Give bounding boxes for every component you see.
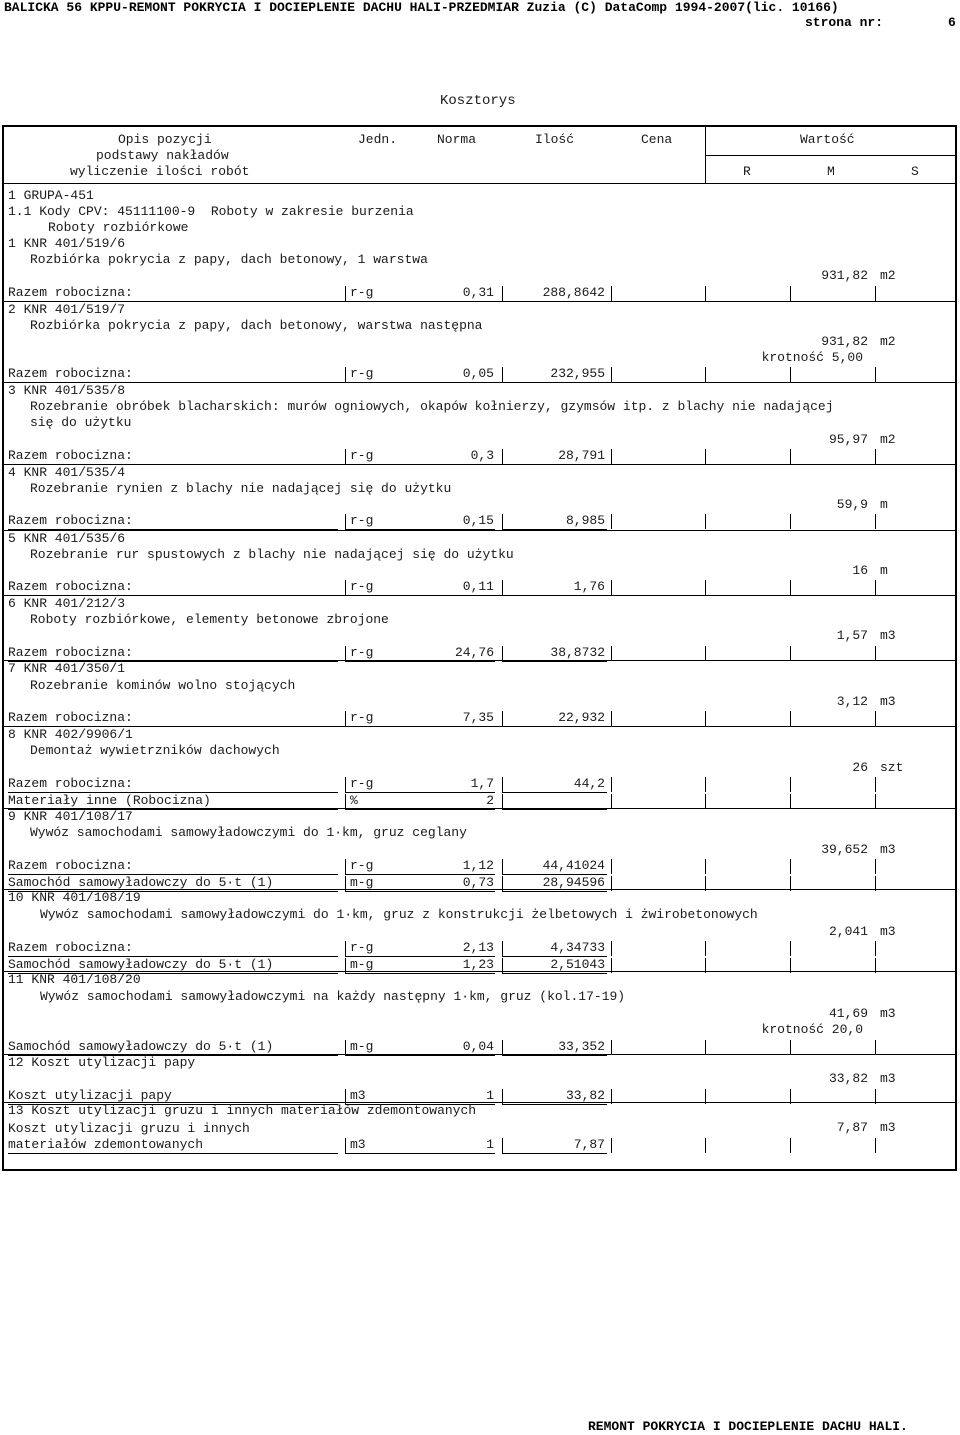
position-heading: 11 KNR 401/108/20: [8, 972, 141, 987]
resource-label: Razem robocizna:: [8, 448, 133, 463]
resource-underline: [345, 1153, 495, 1154]
cell-tick: [790, 286, 791, 301]
resource-norm: 1,23: [462, 957, 494, 972]
resource-quantity: 8,985: [565, 513, 605, 528]
cell-tick: [705, 580, 706, 595]
position-heading: 8 KNR 402/9906/1: [8, 727, 133, 742]
cell-tick: [345, 580, 346, 595]
col-unit: Jedn.: [358, 132, 398, 147]
position-quantity-unit: m3: [880, 1120, 896, 1135]
resource-norm: 1: [486, 1088, 494, 1103]
resource-label: Koszt utylizacji papy: [8, 1088, 172, 1103]
resource-norm: 1,7: [470, 776, 494, 791]
resource-norm: 2: [486, 793, 494, 808]
resource-quantity: 44,41024: [542, 858, 605, 873]
resource-unit: r-g: [350, 285, 374, 300]
resource-norm: 0,11: [462, 579, 494, 594]
position-heading: 1 KNR 401/519/6: [8, 236, 126, 251]
position-quantity-unit: m2: [880, 432, 896, 447]
cell-tick: [705, 941, 706, 956]
cell-tick: [502, 580, 503, 595]
cell-tick: [502, 711, 503, 726]
cell-tick: [611, 777, 612, 792]
resource-quantity: 7,87: [573, 1137, 605, 1152]
position-quantity: 931,82: [821, 268, 868, 283]
position-quantity: 1,57: [836, 628, 868, 643]
cell-tick: [345, 646, 346, 661]
resource-norm: 0,15: [462, 513, 494, 528]
resource-unit: r-g: [350, 448, 374, 463]
cell-tick: [345, 794, 346, 809]
cell-tick: [790, 367, 791, 382]
resource-label: Razem robocizna:: [8, 285, 133, 300]
position-heading: 7 KNR 401/350/1: [8, 661, 126, 676]
cell-tick: [345, 859, 346, 874]
cell-tick: [875, 449, 876, 464]
resource-quantity: 33,352: [558, 1039, 605, 1054]
position-separator: [4, 660, 956, 661]
position-heading: 3 KNR 401/535/8: [8, 383, 126, 398]
resource-underline: [345, 809, 495, 810]
header-divider: [705, 155, 956, 156]
resource-norm: 1: [486, 1137, 494, 1152]
cell-tick: [345, 514, 346, 529]
cell-tick: [875, 1138, 876, 1153]
cell-tick: [502, 449, 503, 464]
position-quantity: 59,9: [836, 497, 868, 512]
position-quantity: 41,69: [828, 1006, 868, 1021]
cell-tick: [875, 514, 876, 529]
page-label: strona nr:: [805, 15, 884, 30]
position-separator: [4, 382, 956, 383]
position-quantity-unit: m2: [880, 334, 896, 349]
cell-tick: [705, 794, 706, 809]
position-quantity-unit: m3: [880, 1071, 896, 1086]
group-cpv: 1.1 Kody CPV: 45111100-9 Roboty w zakresie burzenia: [8, 204, 414, 219]
resource-label: Koszt utylizacji gruzu i innych: [8, 1121, 250, 1136]
resource-quantity: 28,94596: [542, 875, 605, 890]
col-value-m: M: [827, 164, 835, 179]
position-multiplier: krotność 5,00: [761, 350, 863, 365]
cell-tick: [790, 1138, 791, 1153]
resource-label: Razem robocizna:: [8, 579, 133, 594]
position-description: Rozebranie rur spustowych z blachy nie nadającej się do użytku: [30, 547, 514, 562]
position-quantity-unit: m3: [880, 628, 896, 643]
position-quantity-unit: m3: [880, 924, 896, 939]
position-separator: [4, 808, 956, 809]
cell-tick: [502, 1040, 503, 1055]
cell-tick: [611, 1040, 612, 1055]
group-subtitle: Roboty rozbiórkowe: [48, 220, 189, 235]
cell-tick: [705, 859, 706, 874]
position-description: Wywóz samochodami samowyładowczymi na każdy następny 1·km, gruz (kol.17-19): [40, 989, 626, 1004]
resource-underline: [502, 1104, 607, 1105]
position-separator: [4, 301, 956, 302]
resource-unit: r-g: [350, 858, 374, 873]
resource-label: Samochód samowyładowczy do 5·t (1): [8, 1039, 274, 1054]
cell-tick: [790, 514, 791, 529]
cell-tick: [502, 941, 503, 956]
position-quantity-unit: m: [880, 497, 888, 512]
cell-tick: [345, 711, 346, 726]
position-heading: 6 KNR 401/212/3: [8, 596, 126, 611]
cell-tick: [875, 794, 876, 809]
resource-norm: 0,31: [462, 285, 494, 300]
col-qty: Ilość: [535, 132, 575, 147]
cell-tick: [611, 286, 612, 301]
cell-tick: [705, 777, 706, 792]
cell-tick: [502, 1138, 503, 1153]
cell-tick: [611, 859, 612, 874]
resource-label: Samochód samowyładowczy do 5·t (1): [8, 957, 274, 972]
position-quantity: 26: [852, 760, 868, 775]
resource-norm: 0,73: [462, 875, 494, 890]
resource-quantity: 44,2: [573, 776, 605, 791]
cell-tick: [502, 514, 503, 529]
position-description: Rozbiórka pokrycia z papy, dach betonowy, 1 warstwa: [30, 252, 428, 267]
position-description: Wywóz samochodami samowyładowczymi do 1·km, gruz z konstrukcji żelbetowych i żwirobetonowych: [40, 907, 758, 922]
resource-quantity: 4,34733: [550, 940, 605, 955]
cell-tick: [502, 777, 503, 792]
col-value-s: S: [911, 164, 919, 179]
position-quantity: 2,041: [828, 924, 868, 939]
resource-unit: r-g: [350, 645, 374, 660]
resource-label: materiałów zdemontowanych: [8, 1137, 204, 1152]
resource-label: Razem robocizna:: [8, 776, 133, 791]
cell-tick: [705, 367, 706, 382]
position-quantity-unit: m3: [880, 842, 896, 857]
cell-tick: [790, 941, 791, 956]
cell-tick: [611, 514, 612, 529]
col-value: Wartość: [800, 132, 855, 147]
resource-quantity: 232,955: [550, 366, 605, 381]
resource-underline: [502, 809, 607, 810]
page-number: 6: [948, 15, 956, 30]
resource-unit: %: [350, 793, 358, 808]
cell-tick: [611, 646, 612, 661]
resource-quantity: 22,932: [558, 710, 605, 725]
resource-unit: r-g: [350, 710, 374, 725]
cell-tick: [875, 580, 876, 595]
resource-label: Samochód samowyładowczy do 5·t (1): [8, 875, 274, 890]
resource-underline: [502, 891, 607, 892]
position-quantity-unit: m3: [880, 1006, 896, 1021]
position-description: Rozebranie obróbek blacharskich: murów ogniowych, okapów kołnierzy, gzymsów itp. z blachy nie nadającej: [30, 399, 834, 414]
resource-quantity: 288,8642: [542, 285, 605, 300]
resource-quantity: 1,76: [573, 579, 605, 594]
position-heading: 2 KNR 401/519/7: [8, 302, 126, 317]
cell-tick: [875, 711, 876, 726]
cell-tick: [790, 580, 791, 595]
resource-quantity: 38,8732: [550, 645, 605, 660]
resource-unit: r-g: [350, 513, 374, 528]
cell-tick: [611, 449, 612, 464]
resource-norm: 0,05: [462, 366, 494, 381]
document-header: BALICKA 56 KPPU-REMONT POKRYCIA I DOCIEPLENIE DACHU HALI-PRZEDMIAR Zuzia (C) DataComp 1994-2007(lic. 10166): [4, 0, 839, 15]
resource-quantity: 33,82: [565, 1088, 605, 1103]
resource-unit: r-g: [350, 579, 374, 594]
group-label: 1 GRUPA-451: [8, 188, 94, 203]
position-description: Wywóz samochodami samowyładowczymi do 1·km, gruz ceglany: [30, 825, 467, 840]
position-heading: 10 KNR 401/108/19: [8, 890, 141, 905]
resource-underline: [502, 661, 607, 662]
cell-tick: [790, 859, 791, 874]
cell-tick: [502, 646, 503, 661]
position-quantity: 3,12: [836, 694, 868, 709]
position-quantity-unit: m2: [880, 268, 896, 283]
resource-label: Razem robocizna:: [8, 366, 133, 381]
cell-tick: [345, 777, 346, 792]
resource-underline: [502, 792, 607, 793]
cell-tick: [875, 859, 876, 874]
resource-unit: r-g: [350, 940, 374, 955]
cell-tick: [875, 367, 876, 382]
resource-unit: m3: [350, 1088, 366, 1103]
resource-underline: [8, 1153, 338, 1154]
resource-norm: 7,35: [462, 710, 494, 725]
cell-tick: [705, 711, 706, 726]
cell-tick: [705, 1040, 706, 1055]
resource-quantity: 2,51043: [550, 957, 605, 972]
position-quantity: 7,87: [836, 1120, 868, 1135]
resource-unit: m-g: [350, 1039, 374, 1054]
cell-tick: [345, 449, 346, 464]
cell-tick: [611, 794, 612, 809]
position-separator: [4, 726, 956, 727]
cell-tick: [875, 777, 876, 792]
position-quantity: 95,97: [828, 432, 868, 447]
resource-unit: m-g: [350, 875, 374, 890]
col-desc-line3: wyliczenie ilości robót: [70, 164, 250, 179]
position-quantity: 33,82: [828, 1071, 868, 1086]
cell-tick: [611, 941, 612, 956]
position-heading: 9 KNR 401/108/17: [8, 809, 133, 824]
position-quantity: 931,82: [821, 334, 868, 349]
position-separator: [4, 595, 956, 596]
resource-norm: 24,76: [454, 645, 494, 660]
resource-label: Razem robocizna:: [8, 940, 133, 955]
resource-label: Razem robocizna:: [8, 710, 133, 725]
position-description: Rozebranie kominów wolno stojących: [30, 678, 296, 693]
position-quantity-unit: szt: [880, 760, 904, 775]
position-heading: 13 Koszt utylizacji gruzu i innych materiałów zdemontowanych: [8, 1103, 477, 1118]
position-description: Roboty rozbiórkowe, elementy betonowe zbrojone: [30, 612, 389, 627]
position-quantity: 39,652: [821, 842, 868, 857]
cell-tick: [502, 367, 503, 382]
cell-tick: [345, 367, 346, 382]
position-quantity-unit: m3: [880, 694, 896, 709]
col-desc-line1: Opis pozycji: [118, 132, 212, 147]
document-title: Kosztorys: [440, 93, 516, 109]
resource-norm: 1,12: [462, 858, 494, 873]
position-description: Demontaż wywietrzników dachowych: [30, 743, 280, 758]
position-heading: 4 KNR 401/535/4: [8, 465, 126, 480]
position-multiplier: krotność 20,0: [761, 1022, 863, 1037]
cell-tick: [345, 286, 346, 301]
position-heading: 12 Koszt utylizacji papy: [8, 1055, 196, 1070]
resource-unit: r-g: [350, 776, 374, 791]
resource-unit: m-g: [350, 957, 374, 972]
cell-tick: [875, 941, 876, 956]
resource-underline: [345, 973, 495, 974]
position-separator: [4, 464, 956, 465]
cell-tick: [705, 514, 706, 529]
col-value-r: R: [743, 164, 751, 179]
header-bottom-rule: [4, 183, 956, 184]
cell-tick: [345, 1040, 346, 1055]
cell-tick: [611, 367, 612, 382]
position-quantity: 16: [852, 563, 868, 578]
position-heading: 5 KNR 401/535/6: [8, 531, 126, 546]
cell-tick: [705, 1138, 706, 1153]
position-description: się do użytku: [30, 415, 132, 430]
resource-unit: m3: [350, 1137, 366, 1152]
position-description: Rozbiórka pokrycia z papy, dach betonowy, warstwa następna: [30, 318, 483, 333]
cell-tick: [790, 646, 791, 661]
resource-underline: [502, 1055, 607, 1056]
cell-tick: [875, 646, 876, 661]
position-separator: [4, 889, 956, 890]
col-price: Cena: [641, 132, 673, 147]
col-desc-line2: podstawy nakładów: [96, 148, 229, 163]
cell-tick: [502, 286, 503, 301]
cell-tick: [790, 794, 791, 809]
col-norm: Norma: [437, 132, 477, 147]
resource-underline: [502, 973, 607, 974]
cell-tick: [705, 286, 706, 301]
resource-norm: 0,3: [470, 448, 494, 463]
resource-label: Materiały inne (Robocizna): [8, 793, 211, 808]
resource-norm: 2,13: [462, 940, 494, 955]
cell-tick: [790, 1040, 791, 1055]
cell-tick: [611, 1138, 612, 1153]
cell-tick: [611, 711, 612, 726]
resource-underline: [502, 1153, 607, 1154]
resource-unit: r-g: [350, 366, 374, 381]
cell-tick: [790, 449, 791, 464]
cell-tick: [875, 286, 876, 301]
position-description: Rozebranie rynien z blachy nie nadającej się do użytku: [30, 481, 452, 496]
cell-tick: [502, 794, 503, 809]
cell-tick: [705, 449, 706, 464]
resource-norm: 0,04: [462, 1039, 494, 1054]
resource-quantity: 28,791: [558, 448, 605, 463]
position-separator: [4, 530, 956, 531]
resource-label: Razem robocizna:: [8, 858, 133, 873]
cell-tick: [875, 1040, 876, 1055]
resource-label: Razem robocizna:: [8, 513, 133, 528]
position-separator: [4, 971, 956, 972]
resource-underline: [345, 891, 495, 892]
resource-label: Razem robocizna:: [8, 645, 133, 660]
cell-tick: [705, 646, 706, 661]
resource-underline: [345, 1055, 495, 1056]
document-footer: REMONT POKRYCIA I DOCIEPLENIE DACHU HALI.: [588, 1419, 908, 1434]
cell-tick: [345, 941, 346, 956]
cell-tick: [611, 580, 612, 595]
cell-tick: [345, 1138, 346, 1153]
cell-tick: [502, 859, 503, 874]
position-quantity-unit: m: [880, 563, 888, 578]
cell-tick: [790, 777, 791, 792]
cell-tick: [790, 711, 791, 726]
resource-underline: [345, 661, 495, 662]
